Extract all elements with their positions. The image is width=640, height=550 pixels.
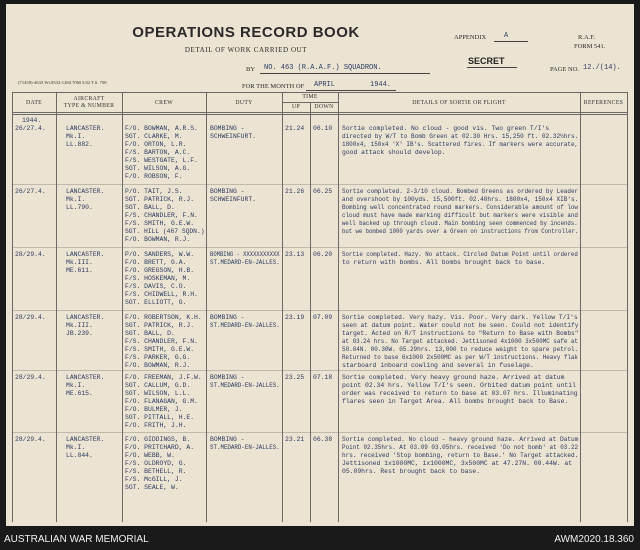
entry-aircraft-line: Mk.I. <box>66 444 86 451</box>
entry-duty-line: SCHWEINFURT. <box>210 196 257 203</box>
col-header-crew: CREW <box>155 100 173 106</box>
entry-duty-line: BOMBING - <box>210 188 245 195</box>
month-underline <box>306 90 396 91</box>
entry-time-up: 21.24 <box>285 125 305 132</box>
print-code: (71439)-4633 Wt.8532-1284 70M 5/42 T.S. 700 <box>18 80 107 85</box>
entry-details-line: flares seen in Target Area. All bombs brought back to Base. <box>342 398 569 405</box>
entry-details-line: Sortie completed. Hazy. No attack. Circled Datum Point until ordered <box>342 251 578 258</box>
entry-crew-member: F/O. BRETT, G.A. <box>125 259 187 266</box>
by-label: BY <box>246 66 256 73</box>
entry-details-line: hrs. received 'Stop bombing, return to Base.' No Target attacked. <box>342 452 579 459</box>
entry-aircraft-line: LL.882. <box>66 141 93 148</box>
entry-crew-member: F/O. FRITH, J.H. <box>125 422 187 429</box>
entry-time-up: 21.26 <box>285 188 305 195</box>
entry-date: 28/29.4. <box>15 374 46 381</box>
entry-details-line: 50.04N. 00.30W. 05.29hrs. 13,000 to reduce weight to spare petrol. <box>342 346 579 353</box>
entry-details-line: Bombing well concentrated round markers. Considerable amount of low <box>342 204 578 211</box>
page-no-value: 12./(14). <box>583 64 621 72</box>
col-line-8 <box>627 92 628 522</box>
row-separator <box>12 184 628 185</box>
entry-aircraft-line: Mk.I. <box>66 196 86 203</box>
row-separator <box>12 370 628 371</box>
entry-crew-member: F/O. BOWMAN, R.J. <box>125 362 191 369</box>
entry-crew-member: SGT. CLARKE, M. <box>125 133 183 140</box>
header-bottom-border-2 <box>12 114 628 115</box>
entry-crew-member: F/O. GIDDINGS, B. <box>125 436 191 443</box>
entry-duty-line: BOMBING - <box>210 374 245 381</box>
entry-duty-line: ST.MEDARD-EN-JALLES. <box>210 444 280 451</box>
entry-crew-member: F/S. HOSKEMAN, M. <box>125 275 191 282</box>
entry-details-line: well backed up through cloud. Main bombing seen commenced by incends. <box>342 220 578 227</box>
entry-details-line: starboard inboard cowling and several in fuselage. <box>342 362 534 369</box>
footer-accession: AWM2020.18.360 <box>554 534 634 545</box>
col-line-5 <box>310 102 311 522</box>
entry-crew-member: F/S. McGILL, J. <box>125 476 183 483</box>
entry-crew-member: SGT. HILL (467 SQDN.) <box>125 228 205 235</box>
raf-label: R.A.F. <box>578 34 595 41</box>
entry-crew-member: F/S. CHANDLER, F.N. <box>125 212 198 219</box>
col-line-7 <box>580 92 581 522</box>
entry-details-line: cloud must have made marking difficult but markers were visible and <box>342 212 578 219</box>
entry-crew-member: SGT. CALLUM, G.D. <box>125 382 191 389</box>
entry-time-down: 07.09 <box>313 314 333 321</box>
entry-crew-member: P/O. SANDERS, W.W. <box>125 251 195 258</box>
entry-aircraft-line: Mk.I. <box>66 133 86 140</box>
entry-aircraft-line: LANCASTER. <box>66 188 105 195</box>
entry-crew-member: F/O. GREGSON, H.B. <box>125 267 195 274</box>
col-line-1 <box>56 92 57 522</box>
entry-aircraft-line: LL.844. <box>66 452 93 459</box>
entry-time-up: 23.25 <box>285 374 305 381</box>
entry-duty-line: SCHWEINFURT. <box>210 133 257 140</box>
appendix-label: APPENDIX <box>454 34 487 41</box>
entry-duty-line: BOMBING - <box>210 125 245 132</box>
entry-details-line: point 02.34 hrs. Yellow T/I's seen. Orbited datum point until <box>342 382 576 389</box>
entry-duty-line: BOMBING - XXXXXXXXXXX <box>210 251 280 258</box>
entry-aircraft-line: Mk.III. <box>66 259 93 266</box>
entry-duty-line: ST.MEDARD-EN-JALLES. <box>210 322 280 329</box>
entry-details-line: but we bombed 1000 yards over a Green on instructions from Controller. <box>342 228 579 235</box>
entry-details-line: Returned to base 6x1000 2x500MC as per W/T instructions. Heavy flak <box>342 354 578 361</box>
col-header-references: REFERENCES <box>583 100 624 106</box>
month-value: APRIL <box>314 81 336 89</box>
entry-details-line: Sortie completed. No cloud - good vis. Two green T/I's <box>342 125 550 132</box>
entry-crew-member: F/O. PRITCHARD, A. <box>125 444 195 451</box>
year-value: 1944. <box>370 81 392 89</box>
entry-details-line: Sortie completed. Very hazy. Vis. Poor. Very dark. Yellow T/I's <box>342 314 578 321</box>
col-header-date: DATE <box>25 100 42 106</box>
entry-details-line: Sortie completed. No cloud - heavy ground haze. Arrived at Datum <box>342 436 579 443</box>
entry-crew-member: SGT. BALL, D. <box>125 204 175 211</box>
col-header-time: TIME <box>302 94 318 100</box>
entry-crew-member: F/S. CHANDLER, F.N. <box>125 338 198 345</box>
entry-date: 28/29.4. <box>15 314 46 321</box>
entry-aircraft-line: Mk.I. <box>66 382 86 389</box>
entry-aircraft-line: Mk.III. <box>66 322 93 329</box>
entry-aircraft-line: LANCASTER. <box>66 251 105 258</box>
entry-aircraft-line: LANCASTER. <box>66 436 105 443</box>
entry-details-line: 1800x4, 150x4 'X' IB's. Scattered fires. If markers were accurate, <box>342 141 579 148</box>
entry-crew-member: F/S. SMITH, G.E.W. <box>125 346 195 353</box>
secret-stamp: SECRET <box>468 56 505 66</box>
entry-date: 28/29.4. <box>15 436 46 443</box>
col-header-details: DETAILS OF SORTIE OR FLIGHT <box>412 100 506 106</box>
footer-credit: AUSTRALIAN WAR MEMORIAL <box>4 534 149 545</box>
entry-aircraft-line: LANCASTER. <box>66 314 105 321</box>
entry-crew-member: F/S. BARTON, A.C. <box>125 149 191 156</box>
form-label: FORM 541. <box>574 43 606 50</box>
record-page <box>6 4 634 526</box>
entry-crew-member: F/S. SMITH, G.E.W. <box>125 220 195 227</box>
col-line-4 <box>282 92 283 522</box>
entry-crew-member: F/S. BETHELL, R. <box>125 468 187 475</box>
entry-time-up: 23.19 <box>285 314 305 321</box>
entry-crew-member: F/S. OLDROYD, G. <box>125 460 187 467</box>
entry-time-down: 07.18 <box>313 374 333 381</box>
entry-crew-member: F/O. ROBERTSON, K.H. <box>125 314 202 321</box>
entry-date: 26/27.4. <box>15 125 46 132</box>
row-separator <box>12 310 628 311</box>
entry-crew-member: SGT. BALL, D. <box>125 330 175 337</box>
month-label: FOR THE MONTH OF <box>242 83 305 90</box>
entry-crew-member: F/O. BULMER, J. <box>125 406 183 413</box>
secret-underline <box>467 67 517 68</box>
entry-aircraft-line: LL.790. <box>66 204 93 211</box>
entry-aircraft-line: ME.615. <box>66 390 93 397</box>
col-header-duty: DUTY <box>235 100 253 106</box>
entry-crew-member: F/O. ORTON, L.R. <box>125 141 187 148</box>
entry-crew-member: F/O. WEBB, W. <box>125 452 175 459</box>
entry-details-line: and overshoot by 100yds. 15,500ft. 02.40hrs. 1800x4, 150x4 XIB's. <box>342 196 579 203</box>
entry-details-line: directed by W/T to Bomb Green at 02.30 Hrs. 15,250 ft. 02.32½hrs. <box>342 133 579 140</box>
entry-aircraft-line: JB.239. <box>66 330 93 337</box>
entry-crew-member: SGT. PATRICK, R.J. <box>125 196 195 203</box>
entry-details-line: at 03.24 hrs. No Target attacked. Jettisoned 4x1000 3x500MC safe at <box>342 338 578 345</box>
entry-crew-member: F/O. FLANAGAN, G.M. <box>125 398 198 405</box>
entry-crew-member: F/S. CHIDWELL, R.H. <box>125 291 198 298</box>
entry-crew-member: F/O. ROBSON, F. <box>125 173 183 180</box>
entry-crew-member: F/S. PARKER, G.G. <box>125 354 191 361</box>
entry-time-up: 23.21 <box>285 436 305 443</box>
appendix-underline <box>494 41 528 42</box>
table-top-border <box>12 92 628 93</box>
entry-crew-member: F/O. BOWMAN, R.J. <box>125 236 191 243</box>
entry-crew-member: F/S. DAVIS, C.O. <box>125 283 187 290</box>
entry-details-line: seen at datum point. Water could not be seen. Could not identify <box>342 322 579 329</box>
entry-time-down: 06.38 <box>313 436 333 443</box>
entry-aircraft-line: ME.611. <box>66 267 93 274</box>
entry-duty-line: BOMBING - <box>210 314 245 321</box>
entry-duty-line: ST.MEDARD-EN-JALLES. <box>210 259 280 266</box>
entry-details-line: Sortie completed. 2-3/10 cloud. Bombed Greens as ordered by Leader <box>342 188 579 195</box>
entry-details-line: target. Acted on R/T instructions to "Return to Base with Bombs" <box>342 330 579 337</box>
appendix-value: A <box>504 32 509 40</box>
col-line-3 <box>206 92 207 522</box>
entry-date: 28/29.4. <box>15 251 46 258</box>
col-header-down: DOWN <box>314 104 334 110</box>
row-separator <box>12 432 628 433</box>
page-subtitle: DETAIL OF WORK CARRIED OUT <box>184 46 308 54</box>
entry-details-line: order was received to return to base at 03.07 hrs. Illuminating <box>342 390 578 397</box>
squadron-value: NO. 463 (R.A.A.F.) SQUADRON. <box>264 64 382 72</box>
entry-crew-member: P/O. TAIT, J.S. <box>125 188 183 195</box>
row-separator <box>12 247 628 248</box>
entry-details-line: Jettisoned 1x1000MC, 1x1000MC, 3x500MC at 47.27N. 00.44W. at <box>342 460 573 467</box>
entry-details-line: Sortie completed. Very heavy ground haze. Arrived at datum <box>342 374 565 381</box>
year-marker: 1944. <box>22 117 42 124</box>
entry-crew-member: SGT. ELLIOTT, G. <box>125 299 187 306</box>
entry-crew-member: SGT. SEALE, W. <box>125 484 179 491</box>
entry-aircraft-line: LANCASTER. <box>66 125 105 132</box>
col-line-6 <box>338 92 339 522</box>
entry-date: 26/27.4. <box>15 188 46 195</box>
col-header-aircraft-1: AIRCRAFT <box>73 96 105 102</box>
page-title: OPERATIONS RECORD BOOK <box>132 24 360 41</box>
entry-time-down: 06.25 <box>313 188 333 195</box>
entry-crew-member: SGT. PITTALL, H.E. <box>125 414 195 421</box>
entry-details-line: 05.09hrs. Rest brought back to base. <box>342 468 481 475</box>
entry-details-line: good attack should develop. <box>342 149 446 156</box>
entry-details-line: to return with bombs. All bombs brought back to base. <box>342 259 546 266</box>
entry-time-down: 06.20 <box>313 251 333 258</box>
entry-time-down: 06.10 <box>313 125 333 132</box>
entry-duty-line: ST.MEDARD-EN-JALLES. <box>210 382 280 389</box>
entry-crew-member: F/S. WESTGATE, L.F. <box>125 157 198 164</box>
entry-crew-member: F/O. BOWMAN, A.R.S. <box>125 125 198 132</box>
entry-aircraft-line: LANCASTER. <box>66 374 105 381</box>
col-header-aircraft-2: TYPE & NUMBER <box>63 103 115 109</box>
by-underline <box>260 73 430 74</box>
entry-details-line: Point 02.35hrs. At 03.09 03.05hrs. received 'Do not bomb' at 03.22 <box>342 444 579 451</box>
col-line-2 <box>122 92 123 522</box>
entry-duty-line: BOMBING - <box>210 436 245 443</box>
entry-crew-member: SGT. WILSON, A.G. <box>125 165 191 172</box>
header-bottom-border <box>12 112 628 113</box>
entry-time-up: 23.13 <box>285 251 305 258</box>
entry-crew-member: SGT. WILSON, L.L. <box>125 390 191 397</box>
entry-crew-member: F/O. FREEMAN, J.F.W. <box>125 374 202 381</box>
page-no-label: PAGE NO. <box>550 66 580 73</box>
col-header-up: UP <box>291 104 300 110</box>
col-line-0 <box>12 92 13 522</box>
entry-crew-member: SGT. PATRICK, R.J. <box>125 322 195 329</box>
